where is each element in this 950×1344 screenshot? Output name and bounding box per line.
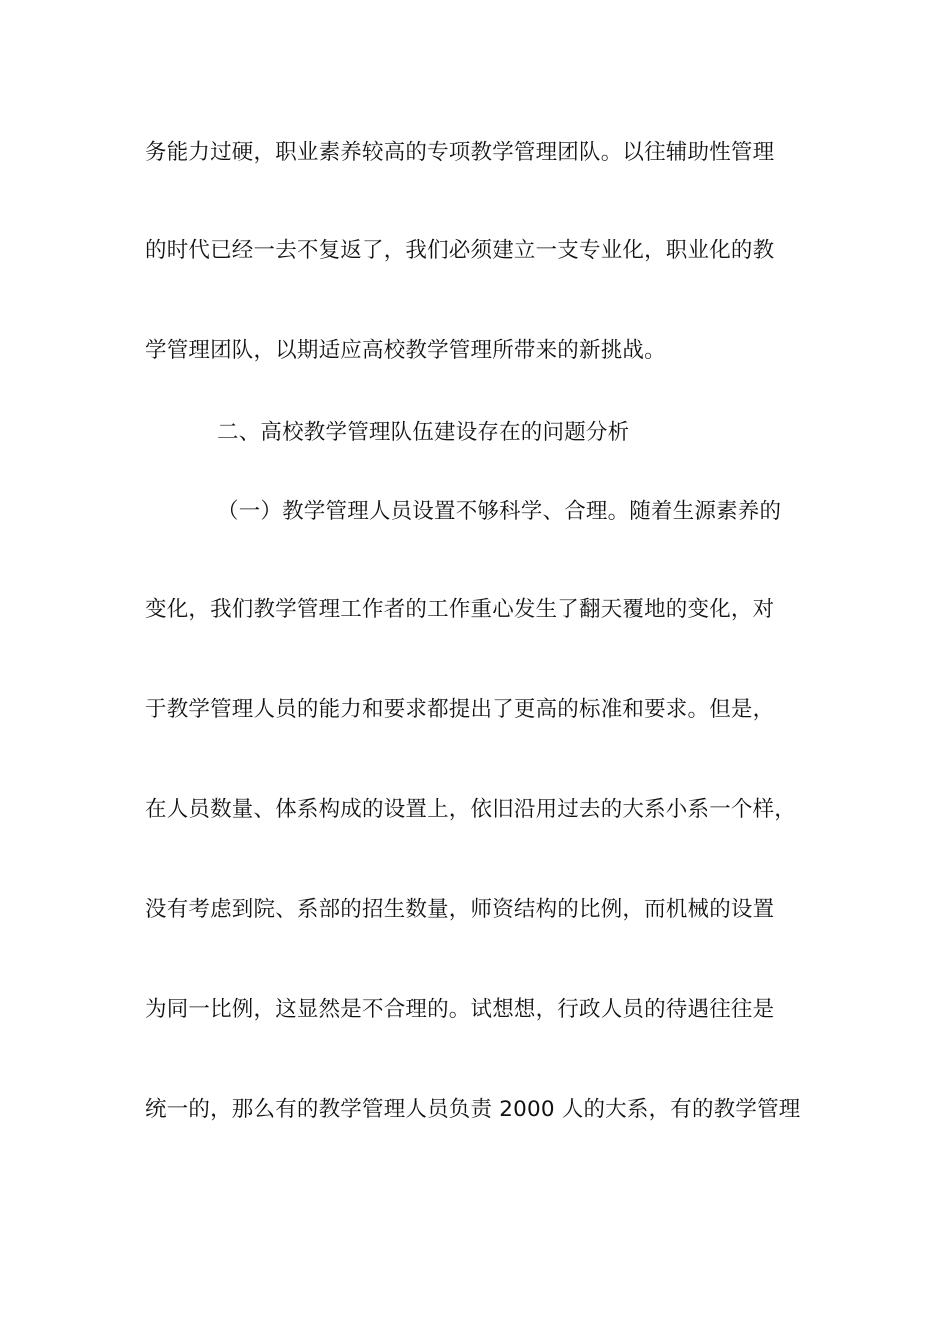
paragraph-line: 的时代已经一去不复返了，我们必须建立一支专业化，职业化的教	[145, 238, 775, 263]
paragraph-line: 统一的，那么有的教学管理人员负责 2000 人的大系，有的教学管理	[145, 1097, 801, 1122]
paragraph-line: 在人员数量、体系构成的设置上，依旧沿用过去的大系小系一个样，	[145, 797, 797, 822]
paragraph-line: 变化，我们教学管理工作者的工作重心发生了翻天覆地的变化，对	[145, 597, 775, 622]
paragraph-line: 务能力过硬，职业素养较高的专项教学管理团队。以往辅助性管理	[145, 140, 775, 165]
subsection-heading-line: （一）教学管理人员设置不够科学、合理。随着生源素养的	[217, 499, 782, 524]
section-heading: 二、高校教学管理队伍建设存在的问题分析	[217, 420, 630, 445]
paragraph-line: 学管理团队，以期适应高校教学管理所带来的新挑战。	[145, 338, 666, 363]
paragraph-line: 为同一比例，这显然是不合理的。试想想，行政人员的待遇往往是	[145, 997, 775, 1022]
paragraph-line: 于教学管理人员的能力和要求都提出了更高的标准和要求。但是，	[145, 697, 775, 722]
paragraph-line: 没有考虑到院、系部的招生数量，师资结构的比例，而机械的设置	[145, 897, 775, 922]
